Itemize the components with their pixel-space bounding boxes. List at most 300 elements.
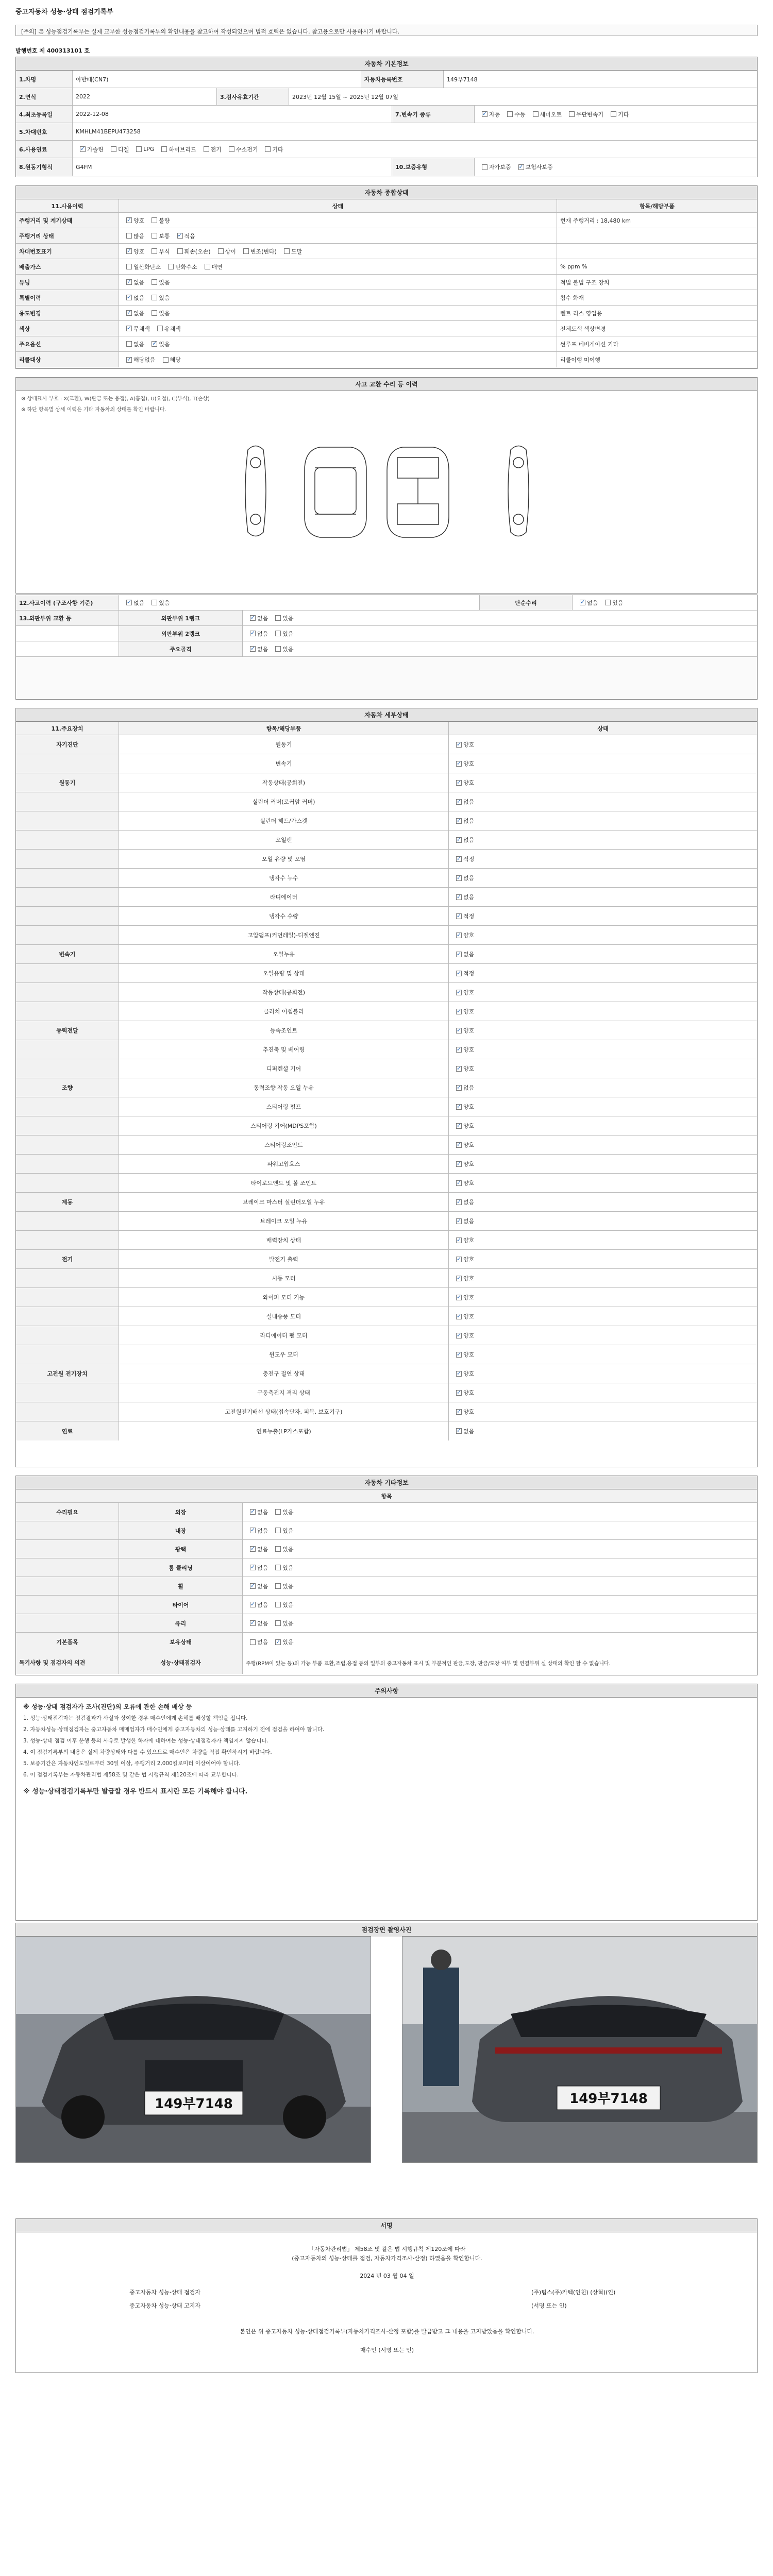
motor-value: G4FM [73, 158, 392, 176]
checkbox-icon [456, 1409, 462, 1415]
checkbox-label: 보험사보증 [525, 164, 553, 171]
other-options [243, 1558, 757, 1577]
detail-state-label: 양호 [463, 1389, 475, 1396]
detail-state-label: 없음 [463, 799, 475, 805]
notifier-name: (서명 또는 인) [531, 2302, 567, 2309]
special-sub: 성능·상태점검자 [119, 1651, 243, 1674]
notifier-label: 중고자동차 성능·상태 고지자 [129, 2302, 201, 2309]
detail-row [16, 754, 757, 773]
checkbox-option [271, 1601, 293, 1609]
reg-no-value: 149부7148 [447, 76, 478, 83]
overall-row-note: 침수 화재 [560, 294, 584, 301]
detail-row [16, 983, 757, 1002]
detail-state-label: 양호 [463, 1256, 475, 1263]
checkbox-icon [80, 146, 86, 152]
overall-row-note: 썬루프 네비게이션 기타 [560, 341, 619, 348]
checkbox-option [107, 145, 129, 154]
checkbox-icon [569, 111, 575, 117]
detail-group: 동력전달 [16, 1021, 119, 1040]
detail-group [16, 1097, 119, 1116]
detail-group [16, 1174, 119, 1192]
checkbox-icon [456, 952, 462, 957]
checkbox-option [153, 325, 181, 333]
detail-group [16, 831, 119, 849]
checkbox-label: 없음 [257, 1509, 268, 1516]
checkbox-label: 없음 [257, 1620, 268, 1627]
checkbox-option [271, 1508, 293, 1516]
detail-item: 원동기 [119, 735, 449, 754]
detail-row [16, 1326, 757, 1345]
sign-statement: 「자동차관리법」 제58조 및 같은 법 시행규칙 제120조에 따라 [308, 2246, 466, 2252]
detail-group: 고전원 전기장치 [16, 1364, 119, 1383]
checkbox-label: 부식 [159, 248, 170, 255]
detail-state-label: 없음 [463, 818, 475, 824]
other-row [16, 1540, 757, 1558]
checkbox-icon [243, 248, 249, 254]
checkbox-icon [275, 646, 281, 652]
other-row [16, 1614, 757, 1633]
trans-label: 7.변속기 종류 [392, 106, 475, 123]
checkbox-icon [507, 111, 513, 117]
detail-state-label: 없음 [463, 837, 475, 843]
detail-row [16, 1288, 757, 1307]
rank2-options [243, 626, 757, 641]
detail-group: 자기진단 [16, 735, 119, 754]
overall-state-section [15, 185, 758, 369]
detail-state-label: 양호 [463, 1161, 475, 1167]
detail-state [449, 1193, 757, 1211]
detail-state [449, 1021, 757, 1040]
checkbox-icon [580, 600, 585, 605]
section-title: 점검장면 촬영사진 [16, 1923, 757, 1937]
vin-label: 5.차대번호 [16, 123, 73, 140]
checkbox-option [122, 263, 161, 271]
warranty-label: 10.보증유형 [392, 158, 475, 176]
detail-state [449, 983, 757, 1002]
checkbox-icon [456, 913, 462, 919]
detail-state-label: 양호 [463, 1370, 475, 1377]
detail-state [449, 1097, 757, 1116]
detail-row [16, 1231, 757, 1250]
checkbox-icon [275, 1639, 281, 1645]
other-options [243, 1521, 757, 1539]
checkbox-icon [456, 1009, 462, 1014]
checkbox-icon [456, 761, 462, 767]
overall-row-options [119, 306, 557, 320]
detail-state-label: 없음 [463, 1218, 475, 1225]
accident-history-section [15, 595, 758, 700]
checkbox-option [239, 247, 277, 256]
notes-footer: ※ 성능·상태점검기록부만 발급할 경우 반드시 표시란 모든 기록해야 합니다. [23, 1788, 248, 1795]
detail-group [16, 869, 119, 887]
checkbox-icon [456, 1276, 462, 1281]
checkbox-label: 있음 [282, 1546, 294, 1553]
overall-row-label: 주행거리 및 계기상태 [16, 213, 119, 228]
checkbox-option [147, 599, 170, 607]
detail-row [16, 1155, 757, 1174]
detail-row [16, 907, 757, 926]
checkbox-label: 없음 [587, 599, 598, 606]
detail-state [449, 945, 757, 963]
exchange-detail-area [16, 657, 757, 699]
checkbox-option [122, 278, 144, 286]
checkbox-option [122, 325, 150, 333]
detail-state-label: 양호 [463, 1332, 475, 1339]
checkbox-icon [456, 1218, 462, 1224]
checkbox-icon [177, 233, 183, 239]
detail-state-label: 양호 [463, 1104, 475, 1110]
detail-group [16, 811, 119, 830]
notice-banner: [주의] 본 성능점검기록부는 실제 교부한 성능점검기록부의 확인내용을 참고하여 작성되었으며 법적 효력은 없습니다. 참고용으로만 사용하시기 바랍니다. [15, 25, 758, 36]
checkbox-option [576, 599, 598, 607]
accident-diagram-section [15, 377, 758, 594]
checkbox-icon [456, 990, 462, 995]
checkbox-option [225, 145, 258, 154]
checkbox-option [199, 145, 222, 154]
checkbox-icon [168, 264, 174, 269]
checkbox-icon [250, 1528, 256, 1533]
detail-item: 실린더 커버(로커암 커버) [119, 792, 449, 811]
overall-row-options [119, 290, 557, 305]
detail-item: 충전구 절연 상태 [119, 1364, 449, 1383]
detail-state-label: 없음 [463, 894, 475, 901]
section-title: 주의사항 [16, 1684, 757, 1698]
checkbox-label: 무채색 [133, 325, 150, 332]
car-name-label: 1.차명 [16, 71, 73, 88]
detail-state [449, 1040, 757, 1059]
checkbox-icon [456, 1161, 462, 1167]
checkbox-option [147, 247, 170, 256]
detail-item: 시동 모터 [119, 1269, 449, 1287]
note-item: 5. 보증기간은 자동차인도일로부터 30일 이상, 주행거리 2,000킬로미터 이상이어야 합니다. [23, 1760, 241, 1767]
special-text: 주행(RPM이 있는 등)의 가능 부품 교환,조립,용접 등의 일부의 중고자동차 표시 및 부분적인 판금,도장, 판금/도장 여부 및 연결부위 실 상태의 확인 할 수 없습니다. [246, 1660, 611, 1667]
detail-group [16, 888, 119, 906]
checkbox-label: 있음 [282, 1564, 294, 1571]
detail-state-label: 양호 [463, 1313, 475, 1320]
checkbox-option [271, 1564, 293, 1572]
basic-info-section [15, 57, 758, 177]
checkbox-label: 수동 [514, 111, 526, 118]
checkbox-option [271, 1545, 293, 1553]
checkbox-icon [275, 1565, 281, 1570]
detail-state-label: 양호 [463, 1065, 475, 1072]
frame-label: 주요골격 [119, 641, 243, 656]
checkbox-label: 있음 [282, 1639, 294, 1646]
other-item: 타이어 [119, 1596, 243, 1614]
section-title: 사고 교환 수리 등 이력 [16, 378, 757, 391]
checkbox-icon [456, 1238, 462, 1243]
detail-group [16, 1402, 119, 1421]
detail-state [449, 1345, 757, 1364]
checkbox-option [271, 645, 293, 653]
detail-state-label: 없음 [463, 1084, 475, 1091]
checkbox-label: 상이 [225, 248, 236, 255]
checkbox-icon [456, 742, 462, 748]
detail-group: 전기 [16, 1250, 119, 1268]
detail-item: 라디에이터 팬 모터 [119, 1326, 449, 1345]
col-major: 11.주요장치 [16, 722, 119, 735]
history-label: 12.사고이력 (구조사항 기준) [16, 595, 119, 610]
detail-item: 냉각수 누수 [119, 869, 449, 887]
other-group [16, 1521, 119, 1539]
section-title: 자동차 기타정보 [16, 1476, 757, 1489]
detail-state [449, 1421, 757, 1440]
checkbox-option [147, 216, 170, 225]
detail-group [16, 754, 119, 773]
checkbox-icon [456, 1314, 462, 1319]
checkbox-option [173, 247, 211, 256]
checkbox-option [200, 263, 223, 271]
overall-row-options [119, 336, 557, 351]
detail-state-label: 양호 [463, 760, 475, 767]
overall-row-label: 색상 [16, 321, 119, 336]
checkbox-icon [250, 615, 256, 621]
inspector-label: 중고자동차 성능·상태 점검자 [129, 2289, 201, 2296]
checkbox-option [246, 1527, 268, 1535]
checkbox-icon [456, 1066, 462, 1072]
detail-group [16, 1288, 119, 1307]
fuel-options [73, 141, 757, 158]
other-options [243, 1633, 757, 1651]
checkbox-label: 있음 [282, 1601, 294, 1608]
history-options [119, 595, 480, 610]
checkbox-label: 전기 [210, 146, 222, 153]
checkbox-option [271, 1527, 293, 1535]
checkbox-label: 없음 [133, 279, 145, 286]
checkbox-label: 해당 [170, 357, 181, 363]
note-item: 1. 성능·상태점검자는 점검결과가 사실과 상이한 경우 매수인에게 손해를 배상할 책임을 집니다. [23, 1715, 248, 1721]
detail-row [16, 1307, 757, 1326]
checkbox-icon [456, 1028, 462, 1033]
detail-row [16, 1002, 757, 1021]
checkbox-label: 있음 [159, 599, 170, 606]
detail-item: 오일팬 [119, 831, 449, 849]
first-reg-label: 4.최초등록일 [16, 106, 73, 123]
detail-item: 스티어링조인트 [119, 1136, 449, 1154]
checkbox-option [246, 645, 268, 653]
detail-state-label: 양호 [463, 1180, 475, 1187]
checkbox-icon [456, 1123, 462, 1129]
inspect-period-label: 3.검사유효기간 [217, 88, 289, 105]
first-reg-value: 2022-12-08 [73, 106, 392, 123]
checkbox-option [122, 599, 144, 607]
detail-state-label: 양호 [463, 1008, 475, 1015]
checkbox-option [514, 163, 553, 171]
checkbox-label: 양호 [133, 248, 145, 255]
other-row [16, 1503, 757, 1521]
checkbox-label: 무단변속기 [576, 111, 604, 118]
checkbox-option [122, 294, 144, 302]
checkbox-icon [152, 341, 157, 347]
motor-label: 8.원동기형식 [16, 158, 73, 176]
checkbox-option [246, 1564, 268, 1572]
notes-heading: ※ 성능·상태 점검자가 조사(진단)의 오류에 관한 손해 배상 등 [23, 1703, 192, 1710]
checkbox-label: 기타 [272, 146, 283, 153]
checkbox-icon [456, 1199, 462, 1205]
checkbox-label: 없음 [257, 1527, 268, 1534]
detail-row [16, 945, 757, 964]
checkbox-label: 해당없음 [133, 357, 156, 363]
detail-item: 브레이크 오일 누유 [119, 1212, 449, 1230]
checkbox-option [122, 247, 144, 256]
checkbox-label: 없음 [257, 1546, 268, 1553]
checkbox-label: 없음 [257, 615, 268, 622]
signature-section [15, 2218, 758, 2373]
detail-group [16, 964, 119, 982]
detail-row [16, 811, 757, 831]
overall-row-options [119, 228, 557, 243]
detail-state [449, 888, 757, 906]
checkbox-option [132, 146, 154, 152]
detail-item: 오일누유 [119, 945, 449, 963]
detail-item: 와이퍼 모터 기능 [119, 1288, 449, 1307]
checkbox-label: 있음 [159, 310, 170, 317]
other-group [16, 1596, 119, 1614]
vin-value: KMHLM41BEPU473258 [76, 128, 141, 135]
checkbox-label: 있음 [159, 279, 170, 286]
section-title: 서명 [16, 2219, 757, 2232]
detail-state [449, 1307, 757, 1326]
detail-state-section [15, 708, 758, 1467]
spacer [16, 641, 119, 656]
detail-state-label: 양호 [463, 779, 475, 786]
detail-item: 등속조인트 [119, 1021, 449, 1040]
checkbox-icon [456, 780, 462, 786]
detail-row [16, 1040, 757, 1059]
detail-row [16, 850, 757, 869]
checkbox-icon [456, 894, 462, 900]
detail-row [16, 888, 757, 907]
checkbox-label: 없음 [257, 1601, 268, 1608]
other-group [16, 1558, 119, 1577]
checkbox-option [271, 1582, 293, 1590]
front-photo [15, 1936, 371, 2163]
detail-state [449, 1212, 757, 1230]
checkbox-icon [152, 217, 157, 223]
detail-group [16, 926, 119, 944]
detail-state-label: 없음 [463, 951, 475, 958]
overall-row [16, 352, 757, 367]
detail-row [16, 1383, 757, 1402]
checkbox-icon [126, 295, 132, 300]
overall-row [16, 228, 757, 244]
rank1-label: 외판부위 1랭크 [119, 611, 243, 625]
other-options [243, 1503, 757, 1521]
checkbox-label: 있음 [612, 599, 624, 606]
inspect-period-value: 2023년 12월 15일 ~ 2025년 12월 07일 [292, 93, 398, 100]
checkbox-icon [456, 971, 462, 976]
other-row [16, 1633, 757, 1651]
detail-item: 동력조향 작동 오일 누유 [119, 1078, 449, 1097]
note-item: 4. 이 점검기록부의 내용은 실제 차량상태와 다를 수 있으므로 매수인은 차량을 직접 확인하시기 바랍니다. [23, 1749, 272, 1755]
detail-group [16, 1059, 119, 1078]
other-options [243, 1540, 757, 1558]
detail-item: 고전원전기배선 상태(접속단자, 피복, 보호기구) [119, 1402, 449, 1421]
checkbox-icon [611, 111, 616, 117]
other-item: 내장 [119, 1521, 243, 1539]
detail-item: 실린더 헤드/가스켓 [119, 811, 449, 830]
note-item: 6. 이 점검기록부는 자동차관리법 제58조 및 같은 법 시행규칙 제120조에 따라 교부합니다. [23, 1772, 239, 1778]
person-silhouette [423, 1968, 459, 2086]
overall-row [16, 244, 757, 259]
checkbox-option [164, 263, 197, 271]
detail-group [16, 1231, 119, 1249]
detail-row [16, 1364, 757, 1383]
checkbox-option [246, 1638, 268, 1646]
other-options [243, 1614, 757, 1632]
detail-state-label: 적정 [463, 856, 475, 862]
detail-state [449, 926, 757, 944]
other-item: 휠 [119, 1577, 243, 1595]
checkbox-icon [218, 248, 224, 254]
detail-state [449, 1002, 757, 1021]
checkbox-option [271, 630, 293, 638]
detail-state-label: 양호 [463, 1142, 475, 1148]
detail-row [16, 1193, 757, 1212]
other-item: 유리 [119, 1614, 243, 1632]
detail-item: 스티어링 펌프 [119, 1097, 449, 1116]
checkbox-option [122, 232, 144, 240]
detail-row [16, 773, 757, 792]
other-group [16, 1577, 119, 1595]
checkbox-icon [250, 1509, 256, 1515]
checkbox-option [478, 110, 500, 118]
detail-state [449, 1383, 757, 1402]
checkbox-icon [275, 1546, 281, 1552]
detail-state-label: 양호 [463, 989, 475, 996]
detail-state [449, 1116, 757, 1135]
checkbox-option [246, 1619, 268, 1628]
checkbox-icon [456, 1180, 462, 1186]
checkbox-label: 세미오토 [540, 111, 562, 118]
detail-state [449, 1288, 757, 1307]
usage-label: 13.외판부위 교환 등 [16, 611, 119, 625]
detail-state-label: 없음 [463, 1428, 475, 1435]
detail-state [449, 754, 757, 773]
warranty-options [475, 158, 757, 176]
rank1-options [243, 611, 757, 625]
checkbox-label: 없음 [257, 646, 268, 653]
overall-row [16, 321, 757, 336]
checkbox-icon [126, 341, 132, 347]
overall-row-label: 튜닝 [16, 275, 119, 290]
detail-group [16, 1040, 119, 1059]
detail-item: 추진축 및 베어링 [119, 1040, 449, 1059]
detail-state [449, 1059, 757, 1078]
checkbox-icon [518, 164, 524, 170]
checkbox-option [157, 145, 196, 154]
detail-state [449, 907, 757, 925]
detail-row [16, 1212, 757, 1231]
checkbox-icon [177, 248, 183, 254]
checkbox-icon [456, 818, 462, 824]
overall-rows [16, 213, 757, 367]
frame-options [243, 641, 757, 656]
checkbox-icon [111, 146, 116, 152]
checkbox-option [214, 247, 236, 256]
checkbox-option [478, 163, 511, 171]
checkbox-option [261, 145, 283, 154]
overall-row-label: 특별이력 [16, 290, 119, 305]
checkbox-icon [456, 1333, 462, 1338]
checkbox-option [246, 630, 268, 638]
overall-row [16, 213, 757, 228]
detail-row [16, 926, 757, 945]
checkbox-icon [456, 856, 462, 862]
note-items [16, 1713, 757, 1781]
checkbox-icon [275, 1528, 281, 1533]
overall-row-options [119, 321, 557, 336]
